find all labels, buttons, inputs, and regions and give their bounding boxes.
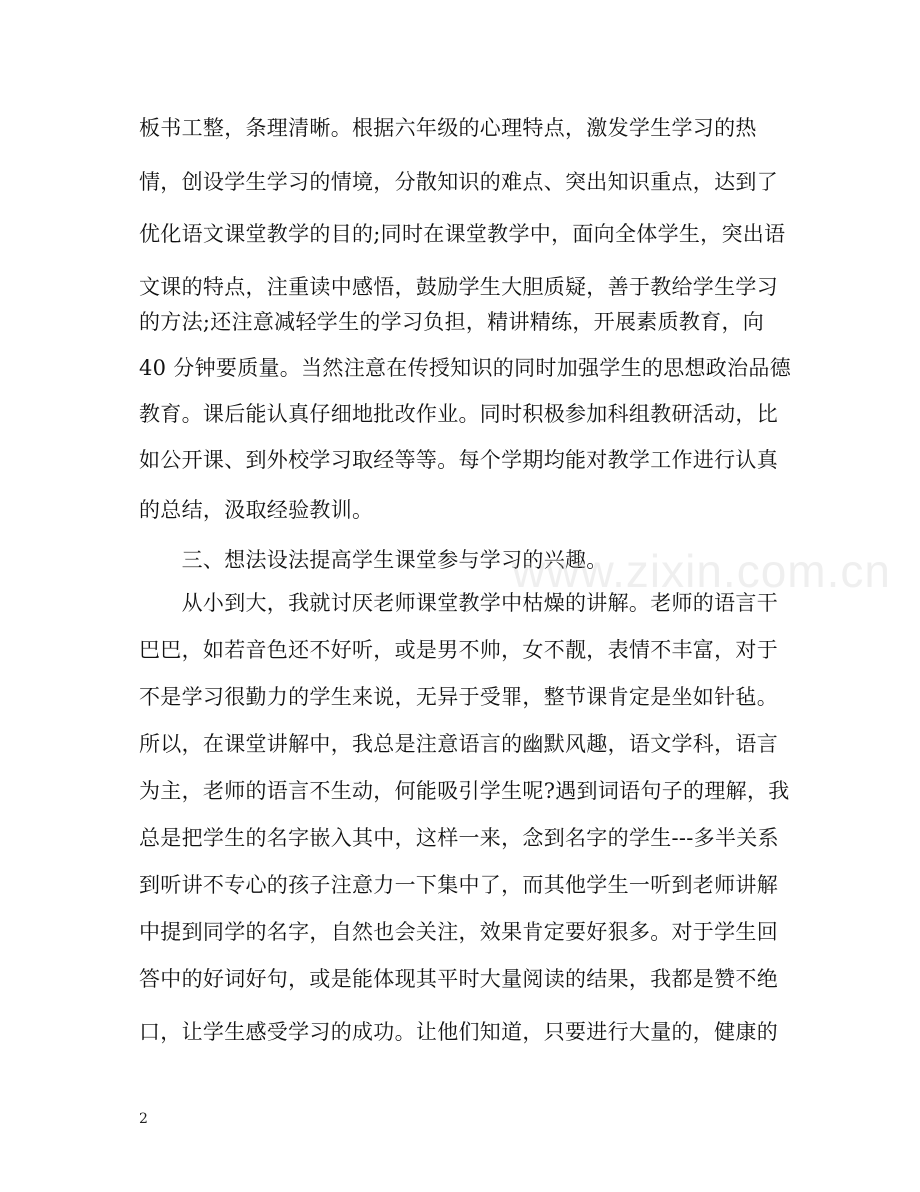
text-line-7: 教育。课后能认真仔细地批改作业。同时积极参加科组教研活动，比 xyxy=(139,402,778,426)
text-line-19: 答中的好词好句，或是能体现其平时大量阅读的结果，我都是赞不绝 xyxy=(139,967,778,991)
text-line-16: 总是把学生的名字嵌入其中，这样一来，念到名字的学生---多半关系 xyxy=(139,826,779,850)
text-line-12: 巴巴，如若音色还不好听，或是男不帅，女不靓，表情不丰富，对于 xyxy=(139,638,778,662)
text-line-8: 如公开课、到外校学习取经等等。每个学期均能对教学工作进行认真 xyxy=(139,448,778,472)
section-heading: 三、想法设法提高学生课堂参与学习的兴趣。 xyxy=(139,548,608,572)
watermark: www.zixin.com.cn xyxy=(512,545,891,597)
text-line-18: 中提到同学的名字，自然也会关注，效果肯定要好狠多。对于学生回 xyxy=(139,920,778,944)
text-line-2: 情，创设学生学习的情境，分散知识的难点、突出知识重点，达到了 xyxy=(139,170,778,194)
text-line-15: 为主，老师的语言不生动，何能吸引学生呢?遇到词语句子的理解，我 xyxy=(139,779,790,803)
text-line-4: 文课的特点，注重读中感悟，鼓励学生大胆质疑，善于教给学生学习 xyxy=(139,275,778,299)
page-number: 2 xyxy=(139,1111,148,1127)
text-line-20: 口，让学生感受学习的成功。让他们知道，只要进行大量的，健康的 xyxy=(139,1020,778,1044)
text-line-14: 所以，在课堂讲解中，我总是注意语言的幽默风趣，语文学科，语言 xyxy=(139,732,778,756)
text-line-3: 优化语文课堂教学的目的;同时在课堂教学中，面向全体学生，突出语 xyxy=(139,222,786,246)
text-line-13: 不是学习很勤力的学生来说，无异于受罪，整节课肯定是坐如针毡。 xyxy=(139,685,778,709)
text-line-17: 到听讲不专心的孩子注意力一下集中了，而其他学生一听到老师讲解 xyxy=(139,873,778,897)
text-line-11: 从小到大，我就讨厌老师课堂教学中枯燥的讲解。老师的语言干 xyxy=(139,591,778,615)
text-line-9: 的总结，汲取经验教训。 xyxy=(139,498,374,522)
text-line-5: 的方法;还注意减轻学生的学习负担，精讲精练，开展素质教育，向 xyxy=(139,310,765,334)
text-line-1: 板书工整，条理清晰。根据六年级的心理特点，激发学生学习的热 xyxy=(139,116,757,140)
text-line-6: 40 分钟要质量。当然注意在传授知识的同时加强学生的思想政治品德 xyxy=(139,356,791,380)
